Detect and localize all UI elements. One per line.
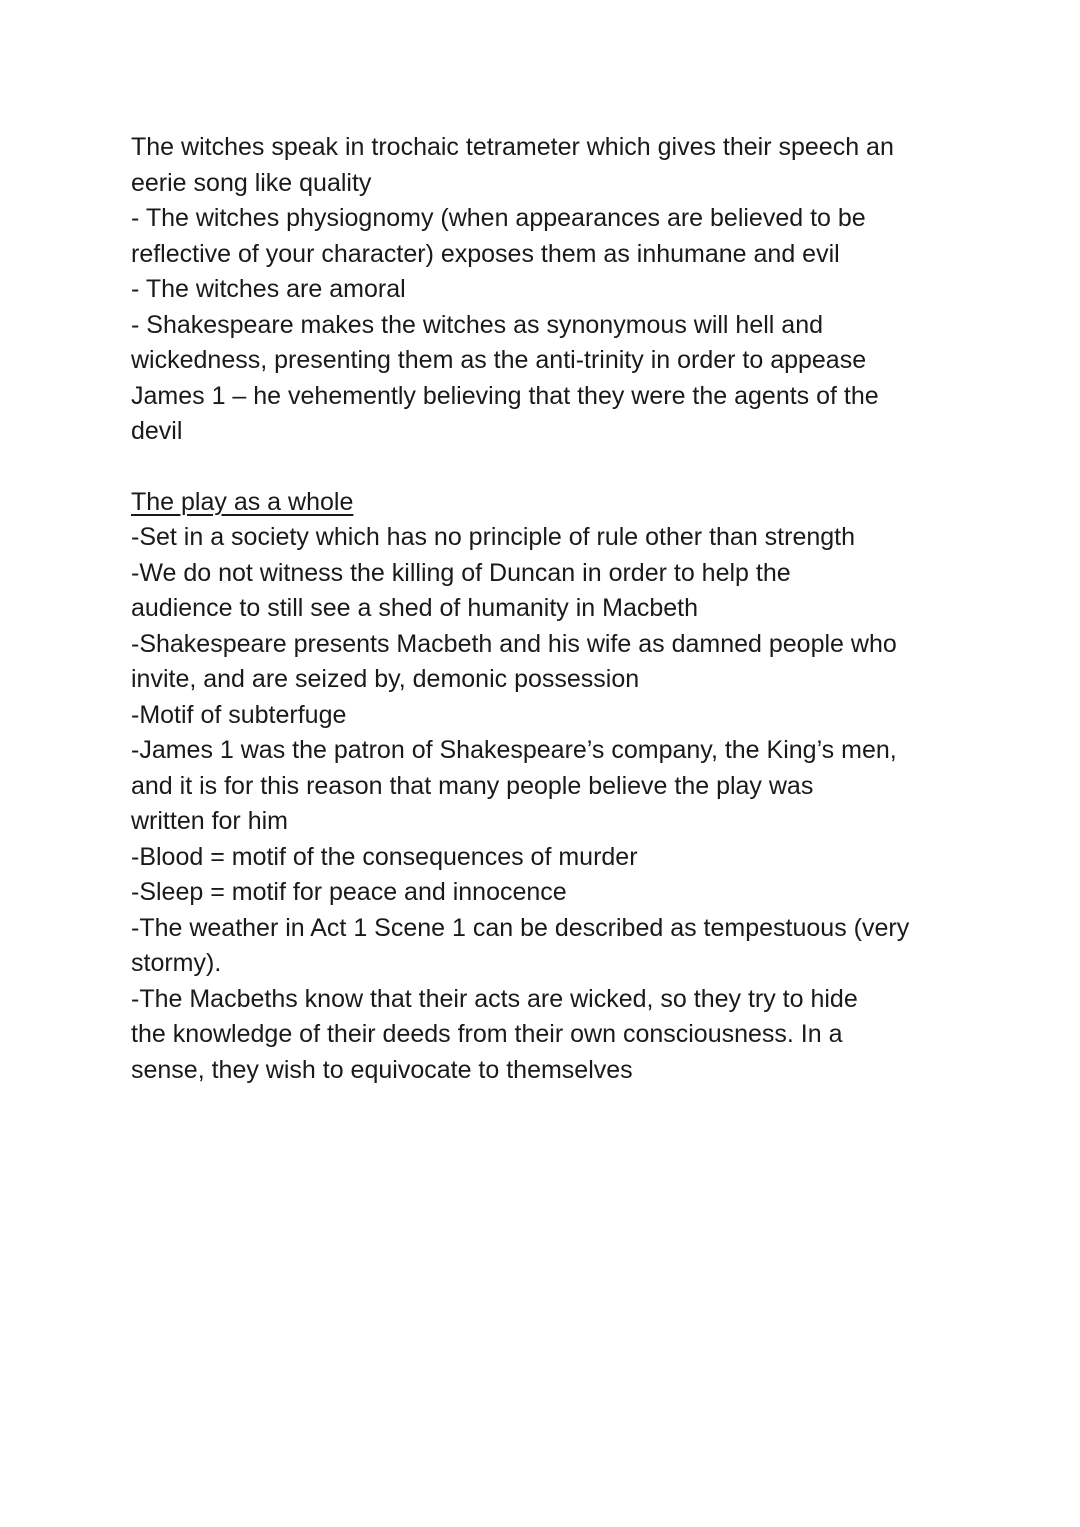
text-line: -We do not witness the killing of Duncan in order to help the xyxy=(131,558,791,587)
document-page xyxy=(131,130,991,1088)
text-line: devil xyxy=(131,417,183,445)
text-line: written for him xyxy=(131,807,288,835)
text-line: -The Macbeths know that their acts are wicked, so they try to hide xyxy=(131,984,858,1013)
text-line: - The witches are amoral xyxy=(131,275,406,303)
text-line: stormy). xyxy=(131,949,222,977)
section-heading: The play as a whole xyxy=(131,487,354,516)
text-line: invite, and are seized by, demonic possession xyxy=(131,665,640,693)
text-line: -Blood = motif of the consequences of murder xyxy=(131,842,638,871)
text-line: and it is for this reason that many people believe the play was xyxy=(131,771,814,800)
witches-section xyxy=(131,130,991,450)
text-line: James 1 – he vehemently believing that they were the agents of the xyxy=(131,381,879,410)
text-line: - Shakespeare makes the witches as synonymous will hell and xyxy=(131,310,824,339)
text-line: -Motif of subterfuge xyxy=(131,700,347,729)
text-line: -Set in a society which has no principle of rule other than strength xyxy=(131,523,856,551)
text-line: -Shakespeare presents Macbeth and his wife as damned people who xyxy=(131,629,897,658)
text-line: eerie song like quality xyxy=(131,168,372,197)
section-gap xyxy=(131,450,991,485)
text-line: sense, they wish to equivocate to themselves xyxy=(131,1055,633,1084)
text-line: the knowledge of their deeds from their own consciousness. In a xyxy=(131,1020,843,1048)
text-line: -Sleep = motif for peace and innocence xyxy=(131,878,567,906)
text-line: wickedness, presenting them as the anti-trinity in order to appease xyxy=(131,346,867,374)
text-line: - The witches physiognomy (when appearances are believed to be xyxy=(131,204,866,232)
text-line: -The weather in Act 1 Scene 1 can be described as tempestuous (very xyxy=(131,913,910,942)
text-line: The witches speak in trochaic tetrameter which gives their speech an xyxy=(131,133,894,161)
text-line: audience to still see a shed of humanity in Macbeth xyxy=(131,594,699,622)
text-line: -James 1 was the patron of Shakespeare’s company, the King’s men, xyxy=(131,736,897,764)
play-section xyxy=(131,485,991,1089)
text-line: reflective of your character) exposes them as inhumane and evil xyxy=(131,239,840,268)
